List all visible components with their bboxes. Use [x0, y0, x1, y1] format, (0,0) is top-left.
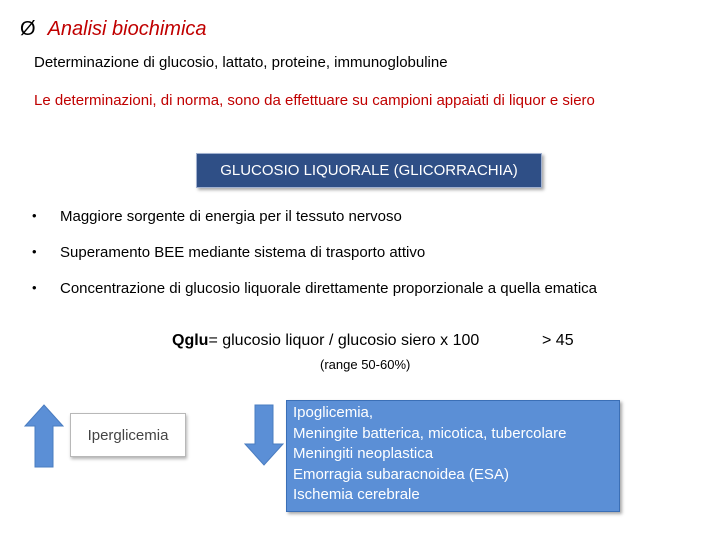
cause-line: Ischemia cerebrale	[293, 486, 420, 503]
slide-heading	[20, 18, 207, 41]
hyperglycemia-box: Iperglicemia	[70, 413, 186, 457]
bullet-text: Concentrazione di glucosio liquorale direttamente proporzionale a quella ematica	[60, 280, 597, 297]
formula-symbol: Qglu	[172, 332, 209, 349]
cause-line: Ipoglicemia,	[293, 404, 374, 421]
cause-line: Meningiti neoplastica	[293, 445, 434, 462]
section-title-box: GLUCOSIO LIQUORALE (GLICORRACHIA)	[196, 153, 542, 188]
arrow-bullet-icon: Ø	[20, 18, 36, 40]
formula-threshold: > 45	[542, 332, 574, 349]
bullet-icon: •	[32, 280, 37, 295]
cause-line: Meningite batterica, micotica, tubercolare	[293, 424, 567, 442]
bullet-icon: •	[32, 208, 37, 223]
note-text: Le determinazioni, di norma, sono da effettuare su campioni appaiati di liquor e siero	[34, 92, 595, 109]
heading-title: Analisi biochimica	[47, 18, 207, 40]
formula	[172, 332, 479, 350]
bullet-icon: •	[32, 244, 37, 259]
hypoglycorrhachia-causes-box	[286, 400, 620, 512]
bullet-list	[30, 208, 597, 316]
down-arrow-icon	[244, 404, 284, 466]
formula-range: (range 50-60%)	[320, 357, 411, 372]
list-item	[30, 244, 597, 280]
subtitle: Determinazione di glucosio, lattato, proteine, immunoglobuline	[34, 54, 448, 71]
cause-line: Emorragia subaracnoidea (ESA)	[293, 465, 509, 483]
bullet-text: Superamento BEE mediante sistema di trasporto attivo	[60, 244, 426, 261]
list-item	[30, 280, 597, 316]
bullet-text: Maggiore sorgente di energia per il tessuto nervoso	[60, 208, 402, 225]
list-item	[30, 208, 597, 244]
up-arrow-icon	[24, 404, 64, 468]
formula-expression: = glucosio liquor / glucosio siero x 100	[208, 332, 480, 349]
